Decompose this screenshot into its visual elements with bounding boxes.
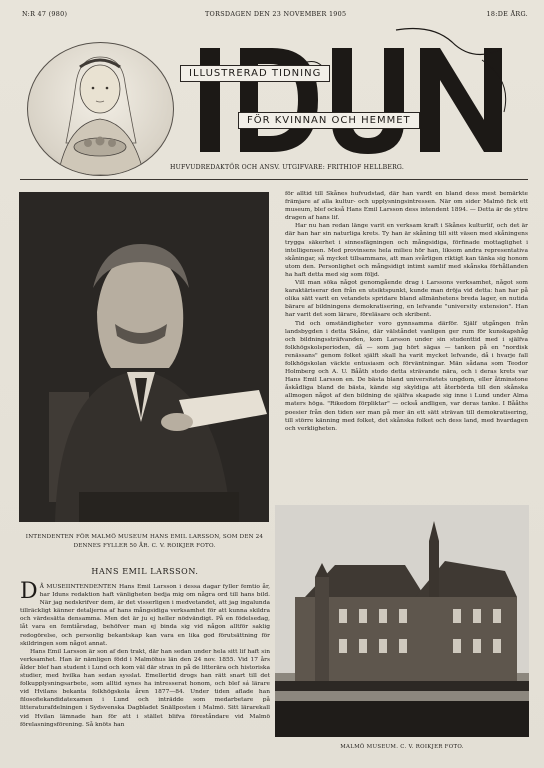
tagline-banner-top: ILLUSTRERAD TIDNING [180, 65, 330, 82]
issue-date: TORSDAGEN DEN 23 NOVEMBER 1905 [205, 10, 347, 18]
tagline-banner-bottom: FÖR KVINNAN OCH HEMMET [238, 112, 420, 129]
article-column-right [285, 190, 528, 433]
portrait-caption: INTENDENTEN FÖR MALMÖ MUSEUM HANS EMIL LARSSON, SOM DEN 24 DENNES FYLLER 50 ÅR. C. V. ROIKJER FOTO. [25, 534, 264, 549]
portrait-photograph [19, 192, 269, 522]
drop-cap: D [20, 579, 38, 604]
article-paragraph: Vill man söka något genomgående drag i Larssons verksamhet, något som karaktäriserar den från en utsiktspunkt, kunde man dröja vid detta: han har på olika sätt varit en vetandets spridare bland allmänhetens breda lager, en nutida bärare af bildningens demokratisering, en lefvande "university extension". Han har varit det som lärare, föreläsare och skribent. [285, 280, 528, 319]
article-paragraph: Tid och omständigheter voro gynnsamma därför. Själf utgången från landsbygden i detta Skåne, där välståndet vanligen ger rum för kunskapshåg och bildningssträfvanden, kom Larsson under sin studenttid med i själfva folkhögskolsperioden, då — som jag hört sägas — tanken på en "nordisk renässans" genom folket själft skall ha varit mycket lefvande, då i hvarje fall folkhögskolan väckte entusiasm och förväntningar. Män sådana som Teodor Holmberg och A. U. Bååth stodo detta strävande nära, och i deras krets var Hans Emil Larsson en. De bästa bland universitetets ungdom, eller åtminstone åskådliga bland de bästa, kände sig skyldiga att återbörda till den skånska allmogen något af den bildning de själfva skapade sig inne i Lund under Alma maters höga. "Rikedom förpliktar" — också andligen, var deras tanke. I Bååths poesier från den tiden ser man på mer än ett sätt strävan till demokratisering, till större känning med folket, det skånska folket och dess land, med hvardagen och verkligheten. [285, 320, 528, 432]
editor-line: HUFVUDREDAKTÖR OCH ANSV. UTGIFVARE: FRITHIOF HELLBERG. [170, 164, 405, 171]
article-title: HANS EMIL LARSSON. [91, 567, 199, 576]
article-paragraph: för alltid till Skånes hufvudstad, där han vardt en bland dess mest bemärkte främjare af alla kultur- och upplysningsintressen. När om sider Malmö fick ett museum, blef också Hans Emil Larsson dess intendent 1894. — Detta är de yttre dragen af hans lif. [285, 191, 528, 222]
idun-title-logo [182, 20, 522, 170]
masthead-divider [20, 179, 528, 180]
article-paragraph: Hans Emil Larsson är son af den trakt, där han sedan under hela sitt lif haft sin verksamhet. Han är nämligen född i Malmöhus län den 24 nov. 1855. Vid 17 års ålder blef han student i Lund och kom väl där strax in på de litterära och historiska studier, med hvilka han sedan sysslat. Emellertid drogs han rätt snart till det folkupplysningsarbete, som alltid synes ha intresserat honom, och blef sá lärare vid Hvilans bekanta folkhögskola åren 1877—84. Under tiden aflade han filosofiekandidatexamen i Lund och inträdde som medarbetare på litteraturafdelningen i Sydsvenska Dagbladet Snällposten i Malmö. Sitt lärarekall vid Hvilan lämnade han för att i stället blifva föreståndare vid Malmö förelasningsförening. Så knöts han [20, 648, 270, 728]
goddess-medallion-illustration [27, 42, 174, 176]
article-column-left [20, 579, 270, 729]
museum-photo-caption: MALMÖ MUSEUM. C. V. ROIKJER FOTO. [340, 744, 464, 750]
volume-year: 18:DE ÅRG. [486, 10, 528, 18]
museum-building-photograph [275, 505, 529, 737]
article-paragraph: Å MUSEIINTENDENTEN Hans Emil Larsson i dessa dagar fyller femtio år, har Iduns redaktion haft vänligheten bedja mig om några ord till hans bild. När jag nedskrifver dem, är det visserligen i medvetandet, att jag ingalunda tillräckligt känner detaljerna af hans mångsidiga verksamhet för att kunna skildra och värdesätta densamma. Men det är ju ej heller nödvändigt. På en födelsedag, låt vara en femtiårsdag, behöfver man ej binda sig vid någon alltför saklig redogörelse, och personlig bekantskap kan vara en lika god förutsättning för skildringen som något annat. [20, 584, 270, 647]
article-paragraph: Har nu han redan länge varit en verksam kraft i Skånes kulturlif, och det är där han har sin naturliga krets. Ty han är skåning till sitt väsen med skåningens trygga säkerhet i sinnesfägningen och mångsidiga, förfinade mottaglighet i intelligensen. Med provinsens hela milieu hör han, liksom andra representativa skåningar, så mycket tillsammans, att man svårligen riktigt kan tänka sig honom utom den. Personlighet och mångsidigt intimt samlif med skånska förhållanden ha haft detta med sig som följd. [285, 223, 528, 278]
issue-number: N:R 47 (980) [22, 10, 68, 18]
